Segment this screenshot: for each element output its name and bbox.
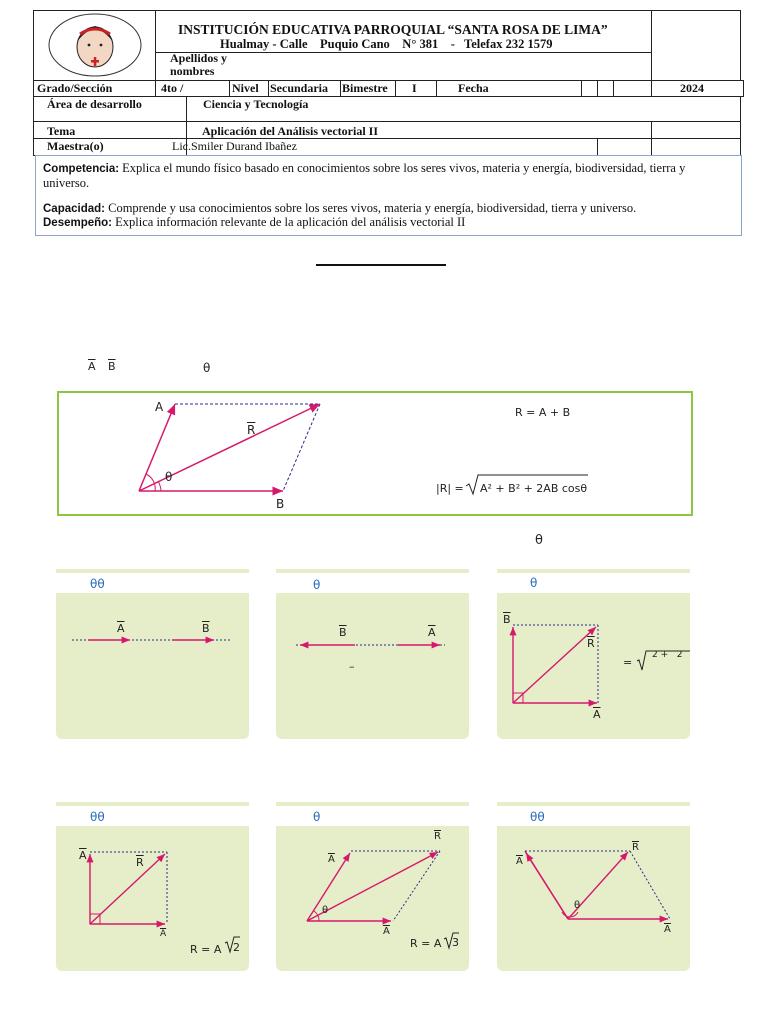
main-label-b: B (276, 497, 285, 511)
card-1-theta: θθ (90, 577, 105, 591)
card3-label-b: $\overline{B}$ (503, 613, 511, 626)
intro-vector-a: $\overline{A}$ (88, 360, 96, 373)
main-theta: θ (165, 470, 173, 484)
card3-vector-r (513, 627, 596, 703)
card6-inner-theta: θ (574, 900, 581, 911)
intro-vector-b: $\overline{B}$ (108, 360, 116, 373)
capacidad-label: Capacidad: (43, 203, 105, 215)
area-value: Ciencia y Tecnología (203, 97, 309, 111)
section-theta: θ (535, 533, 543, 548)
desempeno-label: Desempeño: (43, 217, 113, 229)
card3-label-r: $\overline{R}$ (587, 637, 595, 650)
card-4-theta: θθ (90, 810, 105, 824)
bimestre-label: Bimestre (342, 81, 388, 95)
grado-value: 4to / (161, 81, 184, 95)
nivel-value: Secundaria (270, 81, 329, 95)
apellidos-label: Apellidos y nombres (170, 51, 228, 78)
school-address: Hualmay - Calle Puquio Cano N° 381 - Telefax 232 1579 (220, 37, 553, 51)
card-5-theta: θ (313, 810, 321, 824)
year-value: 2024 (680, 81, 704, 95)
card5-label-r: $\overline{R}$ (434, 831, 441, 842)
card4-label-a-horizontal: $\overline{A}$ (160, 929, 167, 939)
area-label: Área de desarrollo (47, 97, 142, 111)
card6-label-r: $\overline{R}$ (632, 842, 639, 853)
card-6-theta: θθ (530, 810, 545, 824)
card4-formula: R = A (190, 943, 222, 956)
card5-formula: R = A (410, 937, 442, 950)
card2-label-a: $\overline{A}$ (428, 626, 436, 639)
grado-label: Grado/Sección (37, 81, 113, 95)
formula-modulus-lhs: |R| = (436, 482, 464, 495)
card6-label-a-base: $\overline{A}$ (664, 924, 671, 935)
card1-label-b: $\overline{B}$ (202, 622, 210, 635)
desempeno-text: Explica información relevante de la aplicación del análisis vectorial II (115, 215, 466, 229)
formula-sum: R = A + B (515, 406, 571, 419)
main-label-a: A (155, 400, 164, 414)
card-2-theta: θ (313, 578, 321, 592)
card4-label-r: $\overline{R}$ (136, 856, 144, 869)
card1-label-a: $\overline{A}$ (117, 622, 125, 635)
card5-label-a-slant: $\overline{A}$ (328, 854, 335, 865)
bimestre-value: I (412, 81, 417, 95)
tema-label: Tema (47, 124, 76, 138)
card3-label-a: $\overline{A}$ (593, 708, 601, 721)
maestra-label: Maestra(o) (47, 139, 104, 153)
card-3-theta: θ (530, 576, 538, 590)
tema-value: Aplicación del Análisis vectorial II (202, 124, 379, 138)
nivel-label: Nivel (232, 81, 259, 95)
card6-label-a-slant: $\overline{A}$ (516, 856, 523, 867)
card5-inner-theta: θ (322, 905, 329, 916)
card2-label-b: $\overline{B}$ (339, 626, 347, 639)
capacidad-text: Comprende y usa conocimientos sobre los seres vivos, materia y energía, biodiversidad, tierra y universo. (108, 201, 637, 215)
card4-vector-r (90, 854, 165, 924)
card4-radical: 2 (233, 941, 240, 954)
card2-dash: – (349, 660, 355, 673)
card6-vector-a-slant (526, 853, 568, 919)
card5-label-a-base: $\overline{A}$ (383, 926, 390, 937)
formula-modulus-rhs: A² + B² + 2AB cosθ (480, 482, 588, 495)
card5-radical: 3 (452, 936, 459, 949)
intro-theta: θ (203, 361, 211, 375)
competencia-label: Competencia: (43, 163, 120, 175)
competencia-text: Explica el mundo físico basado en conocimientos sobre los seres vivos, materia y energía, biodiversidad, tierra y universo. (43, 161, 686, 190)
maestra-value: Lic.Smiler Durand Ibañez (172, 139, 297, 153)
main-label-r: $\overline{R}$ (247, 423, 256, 437)
fecha-label: Fecha (458, 81, 489, 95)
card4-label-a-vertical: $\overline{A}$ (79, 849, 87, 862)
institution-name: INSTITUCIÓN EDUCATIVA PARROQUIAL “SANTA ROSA DE LIMA” (178, 22, 608, 37)
card3-formula: = (623, 656, 633, 669)
card3-formula-tail: 2 + 2 (652, 650, 683, 660)
